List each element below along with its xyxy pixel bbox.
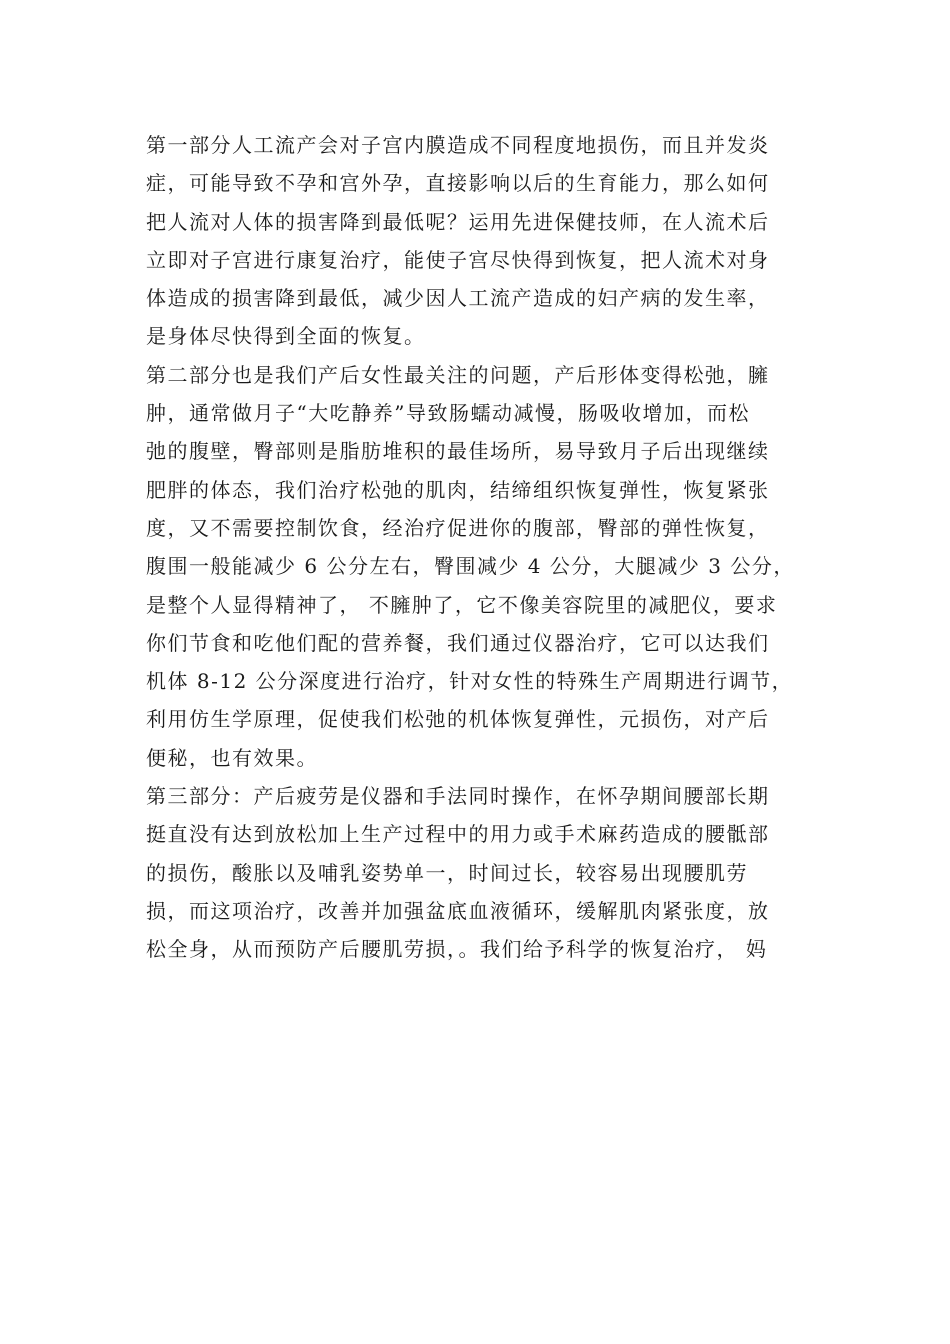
text-line: 你们节食和吃他们配的营养餐，我们通过仪器治疗，它可以达我们 (146, 630, 770, 655)
text-line: 挺直没有达到放松加上生产过程中的用力或手术麻药造成的腰骶部 (146, 822, 770, 847)
text-line: 第三部分：产后疲劳是仪器和手法同时操作，在怀孕期间腰部长期 (146, 784, 770, 809)
text-line: 便秘，也有效果。 (146, 745, 318, 770)
text-line: 是整个人显得精神了， 不臃肿了，它不像美容院里的减肥仪，要求 (146, 592, 778, 617)
text-line: 利用仿生学原理，促使我们松弛的机体恢复弹性，元损伤，对产后 (146, 707, 770, 732)
text-line: 肥胖的体态，我们治疗松弛的肌肉，结缔组织恢复弹性，恢复紧张 (146, 477, 770, 502)
text-line: 症，可能导致不孕和宫外孕，直接影响以后的生育能力，那么如何 (146, 171, 770, 196)
text-line: 第二部分也是我们产后女性最关注的问题，产后形体变得松弛，臃 (146, 362, 770, 387)
text-line: 的损伤，酸胀以及哺乳姿势单一，时间过长，较容易出现腰肌劳 (146, 860, 748, 885)
text-line: 腹围一般能减少 6 公分左右，臀围减少 4 公分，大腿减少 3 公分， (146, 554, 795, 579)
text-line: 机体 8-12 公分深度进行治疗，针对女性的特殊生产周期进行调节， (146, 669, 794, 694)
document-body (146, 126, 806, 969)
text-line: 体造成的损害降到最低，减少因人工流产造成的妇产病的发生率， (146, 286, 770, 311)
text-line: 立即对子宫进行康复治疗，能使子宫尽快得到恢复，把人流术对身 (146, 247, 770, 272)
text-line: 度，又不需要控制饮食，经治疗促进你的腹部，臀部的弹性恢复， (146, 515, 770, 540)
text-line: 损，而这项治疗，改善并加强盆底血液循环，缓解肌肉紧张度，放 (146, 898, 770, 923)
text-line: 弛的腹壁，臀部则是脂肪堆积的最佳场所，易导致月子后出现继续 (146, 439, 770, 464)
text-line: 把人流对人体的损害降到最低呢？运用先进保健技师，在人流术后 (146, 209, 770, 234)
text-line: 松全身，从而预防产后腰肌劳损，。我们给予科学的恢复治疗， 妈 (146, 937, 768, 962)
text-line: 第一部分人工流产会对子宫内膜造成不同程度地损伤，而且并发炎 (146, 133, 770, 157)
text-line: 是身体尽快得到全面的恢复。 (146, 324, 426, 349)
text-line: 肿，通常做月子“大吃静养”导致肠蠕动减慢，肠吸收增加，而松 (146, 401, 750, 426)
